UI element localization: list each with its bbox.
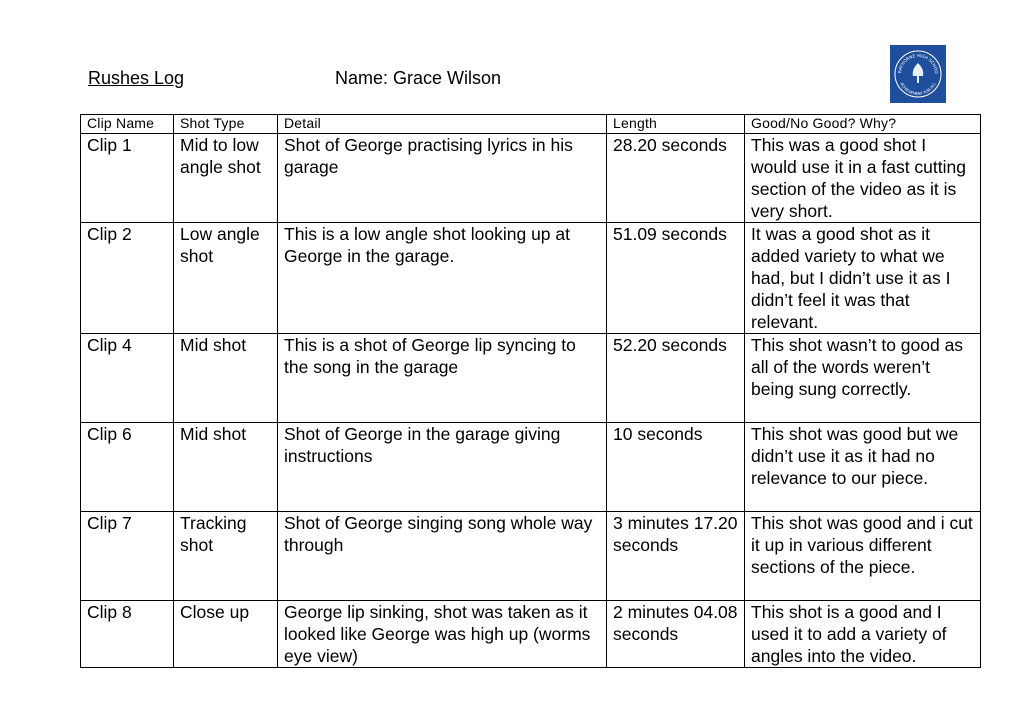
shot-type-cell: Mid to low angle shot <box>174 134 278 223</box>
table-row <box>81 601 981 668</box>
table-row <box>81 512 981 601</box>
detail-cell: This is a shot of George lip syncing to the song in the garage <box>278 334 607 423</box>
good-no-good-cell: This shot wasn’t to good as all of the words weren’t being sung correctly. <box>745 334 981 423</box>
good-no-good-cell: It was a good shot as it added variety to what we had, but I didn’t use it as I didn’t feel it was that relevant. <box>745 223 981 334</box>
page-title: Rushes Log <box>88 68 185 88</box>
table-row <box>81 223 981 334</box>
shot-type-cell: Tracking shot <box>174 512 278 601</box>
clip-name-cell: Clip 4 <box>81 334 174 423</box>
length-cell: 10 seconds <box>607 423 745 512</box>
table-row <box>81 134 981 223</box>
length-cell: 28.20 seconds <box>607 134 745 223</box>
logo-top-text: RAYHORNE HIGH SCHOO <box>896 52 940 74</box>
good-no-good-cell: This was a good shot I would use it in a fast cutting section of the video as it is very short. <box>745 134 981 223</box>
clip-name-cell: Clip 8 <box>81 601 174 668</box>
detail-cell: George lip sinking, shot was taken as it looked like George was high up (worms eye view) <box>278 601 607 668</box>
column-header-detail: Detail <box>278 115 607 134</box>
length-cell: 3 minutes 17.20 seconds <box>607 512 745 601</box>
length-cell: 2 minutes 04.08 seconds <box>607 601 745 668</box>
shot-type-cell: Close up <box>174 601 278 668</box>
detail-cell: Shot of George practising lyrics in his garage <box>278 134 607 223</box>
detail-cell: Shot of George singing song whole way through <box>278 512 607 601</box>
column-header-clip-name: Clip Name <box>81 115 174 134</box>
logo-bottom-text: ACHIEVEMENT FOR ALL <box>899 81 937 97</box>
good-no-good-cell: This shot is a good and I used it to add a variety of angles into the video. <box>745 601 981 668</box>
column-header-length: Length <box>607 115 745 134</box>
student-name: Name: Grace Wilson <box>335 68 502 88</box>
table-row <box>81 334 981 423</box>
clip-name-cell: Clip 6 <box>81 423 174 512</box>
clip-name-cell: Clip 1 <box>81 134 174 223</box>
detail-cell: This is a low angle shot looking up at George in the garage. <box>278 223 607 334</box>
detail-cell: Shot of George in the garage giving instructions <box>278 423 607 512</box>
table-header-row <box>81 115 981 134</box>
shot-type-cell: Mid shot <box>174 334 278 423</box>
rushes-log-table <box>80 114 981 668</box>
clip-name-cell: Clip 2 <box>81 223 174 334</box>
shot-type-cell: Mid shot <box>174 423 278 512</box>
good-no-good-cell: This shot was good but we didn’t use it as it had no relevance to our piece. <box>745 423 981 512</box>
length-cell: 52.20 seconds <box>607 334 745 423</box>
clip-name-cell: Clip 7 <box>81 512 174 601</box>
table-row <box>81 423 981 512</box>
length-cell: 51.09 seconds <box>607 223 745 334</box>
shot-type-cell: Low angle shot <box>174 223 278 334</box>
school-logo <box>890 45 946 103</box>
column-header-shot-type: Shot Type <box>174 115 278 134</box>
good-no-good-cell: This shot was good and i cut it up in various different sections of the piece. <box>745 512 981 601</box>
column-header-good-no-good: Good/No Good? Why? <box>745 115 981 134</box>
